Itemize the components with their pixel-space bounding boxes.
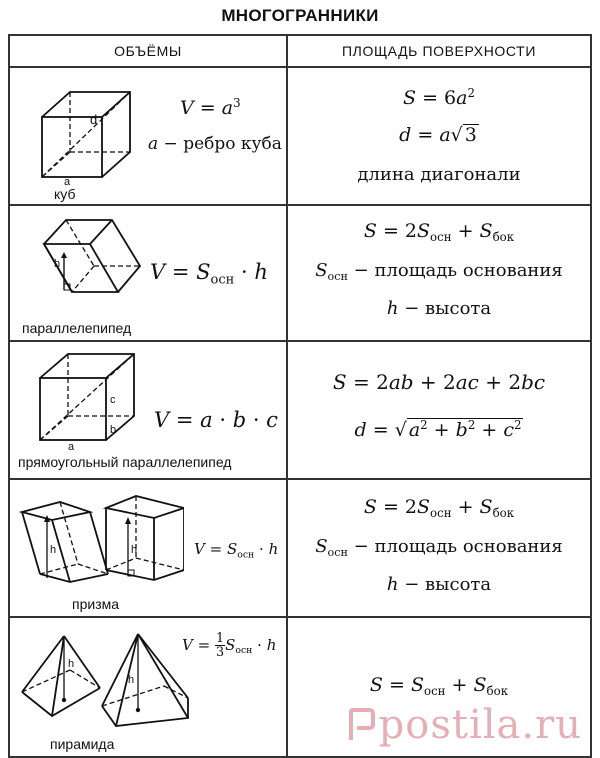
diagonal-formula: d = √ $a^2 + b^2 + c^2$	[354, 418, 522, 442]
height-note: h − высота	[386, 298, 492, 319]
cube-label-d: d	[90, 112, 98, 127]
volume-formula: $V = a^3$	[180, 96, 241, 120]
base-area-note: $S_{осн}$ − площадь основания	[315, 536, 563, 559]
volume-cell	[9, 617, 287, 757]
surface-cell	[287, 341, 591, 479]
page-title: МНОГОГРАННИКИ	[221, 6, 379, 25]
cube-figure	[32, 82, 142, 192]
cube-label-a: a	[64, 176, 71, 188]
surface-cell	[287, 479, 591, 617]
rect-parallelepiped-figure	[30, 348, 150, 448]
diagonal-formula: d = a√ 3	[399, 124, 477, 146]
table-row	[9, 67, 591, 205]
label-b: b	[110, 424, 117, 436]
table-row	[9, 205, 591, 341]
volume-cell	[9, 341, 287, 479]
watermark: postila.ru	[345, 702, 582, 748]
volume-cell	[9, 205, 287, 341]
volume-formula: $V = S_{осн} \cdot h$	[194, 540, 279, 561]
header-volumes: ОБЪЁМЫ	[9, 35, 287, 67]
surface-cell	[287, 205, 591, 341]
surface-formula: S = 2ab + 2ac + 2bc	[332, 370, 546, 394]
prism-figure	[14, 490, 184, 590]
table-row	[9, 341, 591, 479]
figure-name: параллелепипед	[22, 320, 132, 336]
prism-label-h1: h	[50, 544, 57, 556]
postila-logo-icon	[345, 708, 375, 742]
surface-formula: $S = 2S_{осн} + S_{бок}$	[363, 220, 515, 245]
volume-formula: $V = S_{осн} \cdot h$	[150, 260, 268, 288]
volume-cell	[9, 479, 287, 617]
pyramid-label-h1: h	[68, 658, 75, 670]
pyramid-figure	[14, 626, 194, 736]
surface-formula: $S = S_{осн} + S_{бок}$	[369, 674, 509, 699]
surface-cell	[287, 67, 591, 205]
parallelepiped-figure	[26, 214, 156, 314]
polyhedra-table	[8, 34, 592, 758]
volume-formula: V = $\frac{1}{3}$ $S_{осн} \cdot h$	[182, 631, 277, 661]
surface-formula: $S = 6a^2$	[403, 86, 475, 110]
figure-name: пирамида	[50, 736, 115, 752]
label-a: a	[68, 441, 75, 453]
diagonal-note: длина диагонали	[357, 164, 521, 185]
volume-formula: V = a · b · c	[154, 408, 278, 432]
volume-cell	[9, 67, 287, 205]
table-row	[9, 479, 591, 617]
height-note: h − высота	[386, 574, 492, 595]
figure-name: куб	[54, 186, 76, 202]
parallelepiped-label-h: h	[54, 258, 61, 270]
figure-name: прямоугольный параллелепипед	[18, 454, 232, 470]
figure-name: призма	[72, 596, 120, 612]
label-c: c	[110, 394, 116, 406]
base-area-note: $S_{осн}$ − площадь основания	[315, 260, 563, 283]
header-surface: ПЛОЩАДЬ ПОВЕРХНОСТИ	[287, 35, 591, 67]
surface-formula: $S = 2S_{осн} + S_{бок}$	[363, 496, 515, 521]
pyramid-label-h2: h	[128, 674, 135, 686]
prism-label-h2: h	[131, 544, 138, 556]
volume-note: a − ребро куба	[148, 134, 282, 154]
